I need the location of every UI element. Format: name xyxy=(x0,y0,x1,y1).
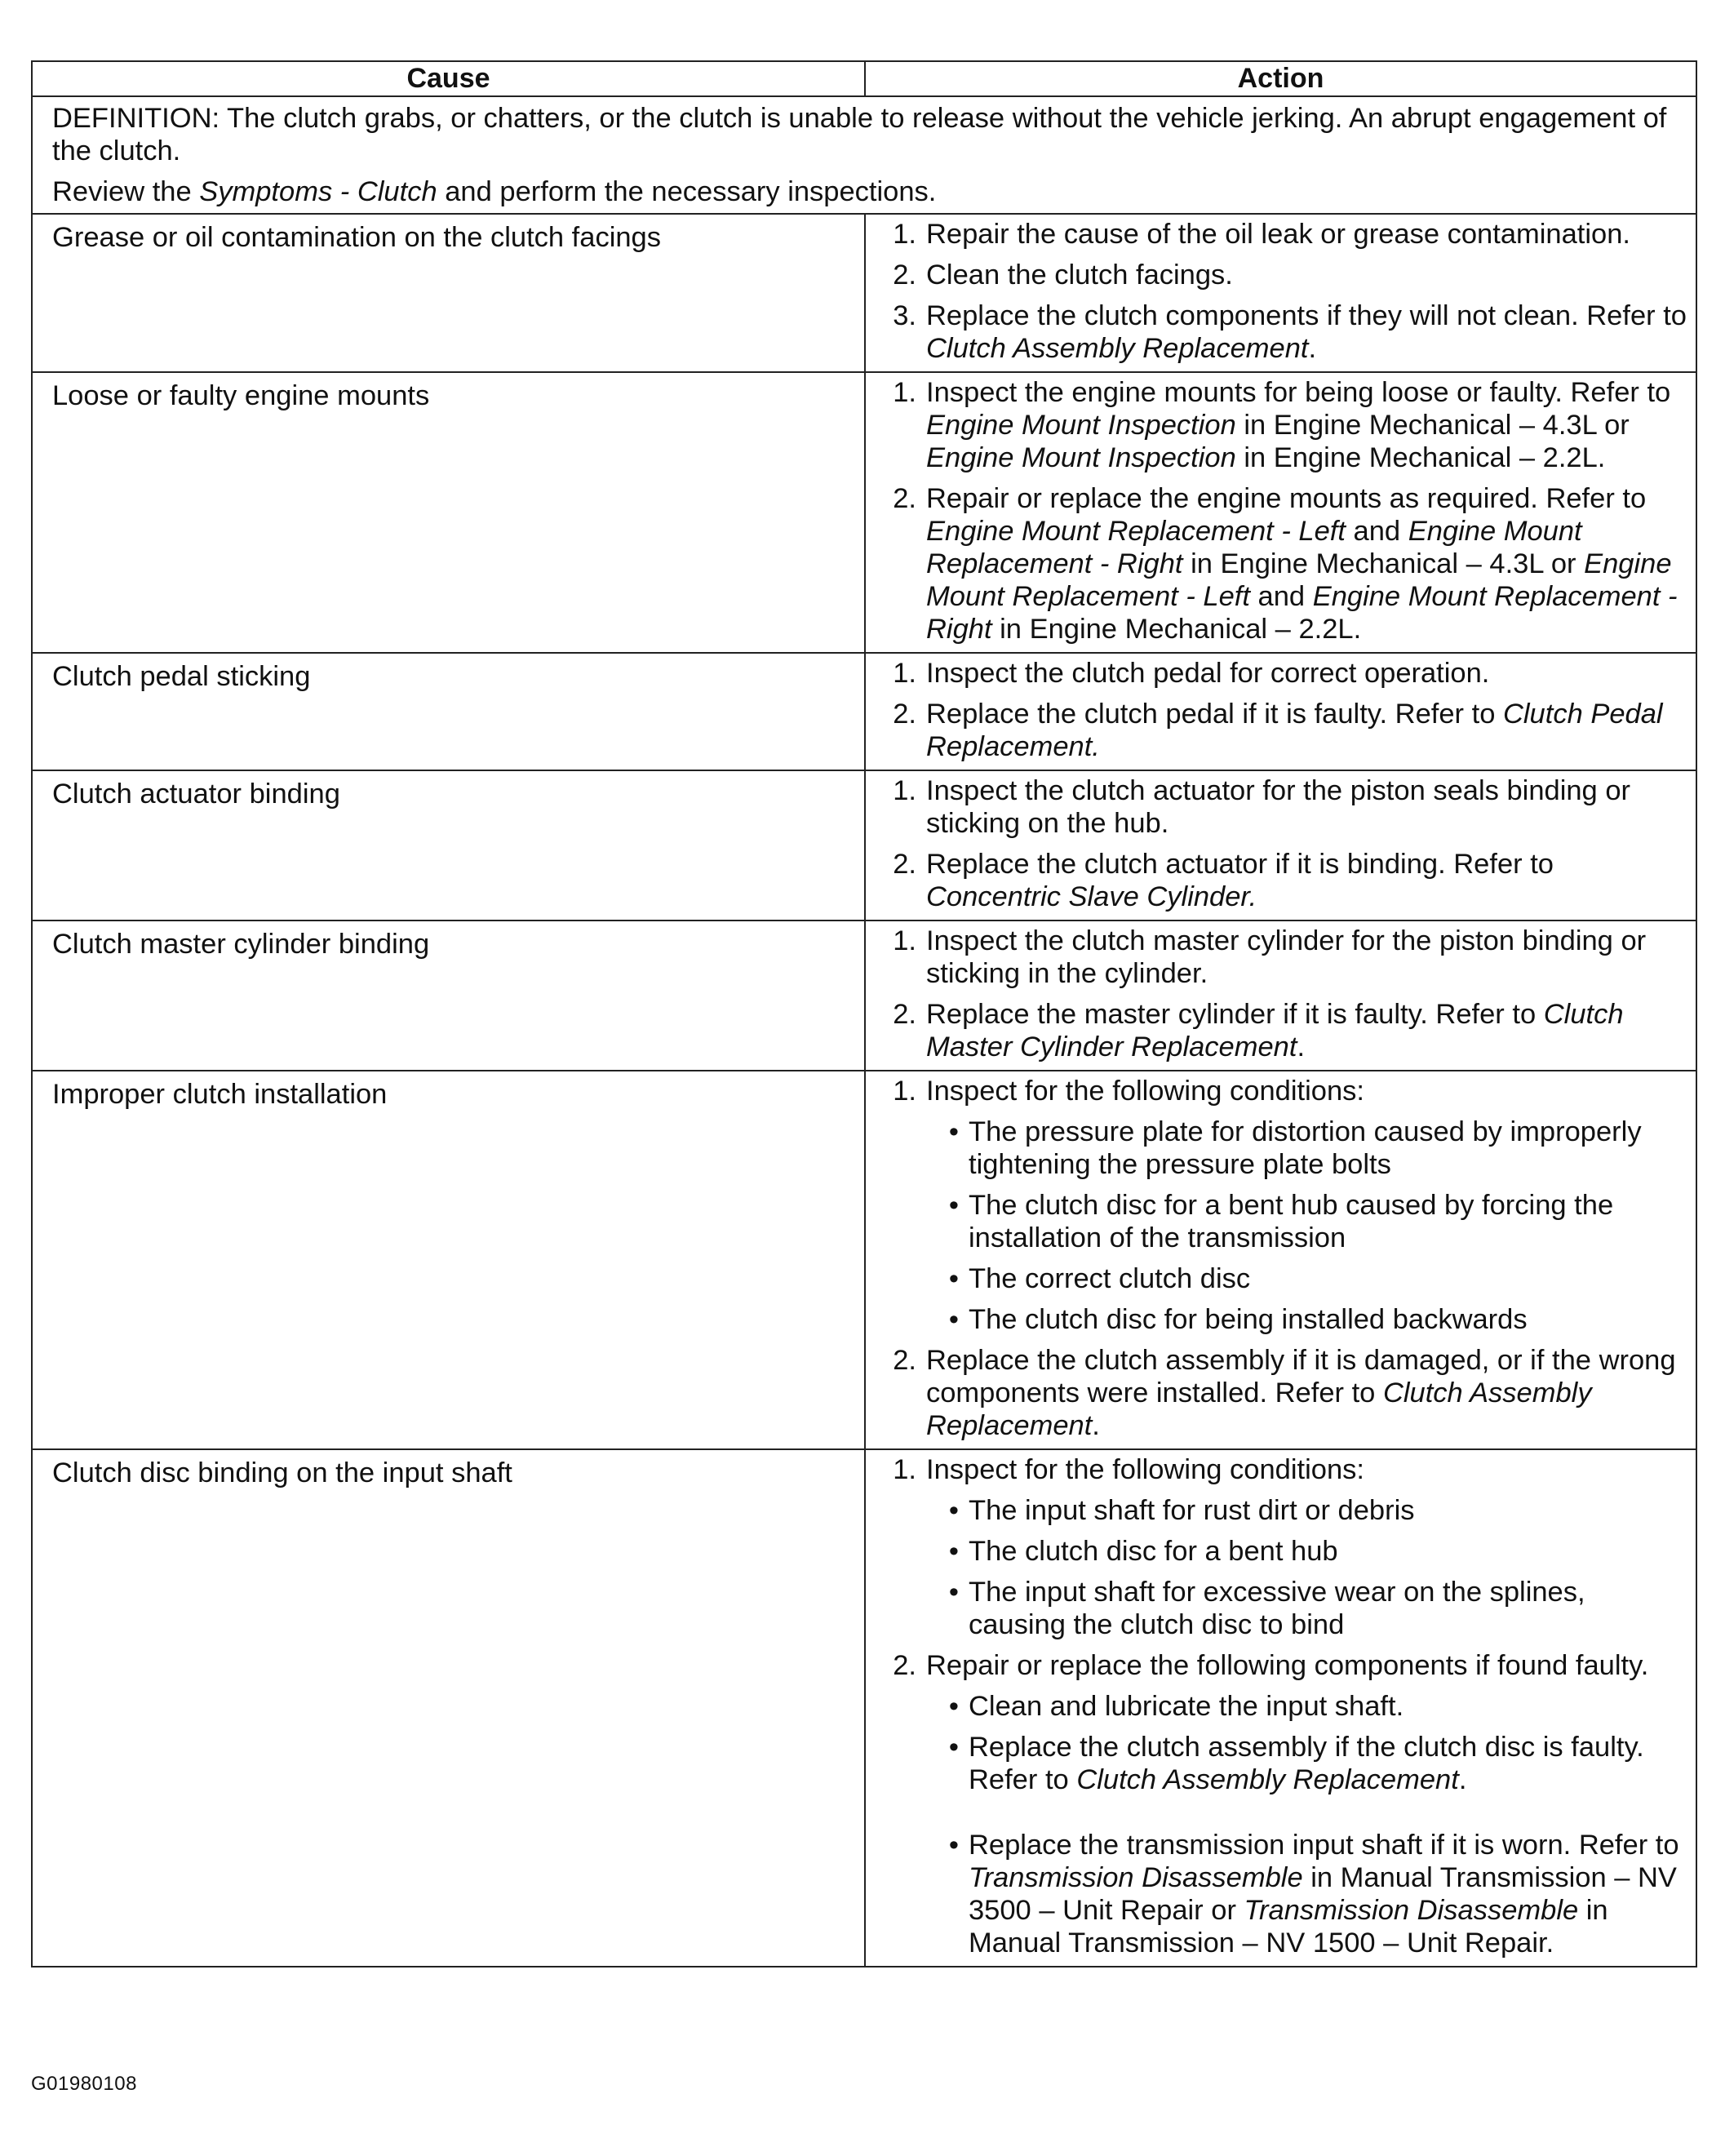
step-paragraph xyxy=(926,998,1689,1063)
action-step xyxy=(876,482,1689,645)
step-number: 2. xyxy=(893,849,916,880)
bullet-icon: • xyxy=(948,1830,959,1861)
text-segment: Replace the clutch assembly if it is damaged, or if the wrong components were installed. Refer to xyxy=(926,1345,1676,1408)
text-segment: . xyxy=(1297,1031,1306,1062)
step-text xyxy=(926,925,1689,990)
step-paragraph xyxy=(926,299,1689,365)
reference-link-text: Transmission Disassemble xyxy=(1244,1895,1579,1926)
bullet-text xyxy=(969,1829,1689,1959)
bullet-text xyxy=(969,1690,1689,1723)
definition-cell xyxy=(32,96,1696,214)
reference-link-text: Engine Mount Inspection xyxy=(926,410,1236,441)
action-cell xyxy=(865,653,1696,770)
cause-cell: Loose or faulty engine mounts xyxy=(32,372,865,653)
action-step xyxy=(876,925,1689,990)
step-text xyxy=(926,848,1689,913)
bullet-icon: • xyxy=(948,1577,959,1608)
bullet-item xyxy=(926,1690,1689,1723)
text-segment: The input shaft for excessive wear on the splines, causing the clutch disc to bind xyxy=(969,1577,1585,1640)
step-number: 1. xyxy=(893,219,916,250)
table-row xyxy=(32,1071,1696,1449)
step-number: 2. xyxy=(893,999,916,1030)
step-paragraph xyxy=(926,218,1689,251)
action-column-header: Action xyxy=(865,61,1696,96)
action-step xyxy=(876,998,1689,1063)
text-segment: Replace the clutch assembly if the clutch disc is faulty. Refer to xyxy=(969,1732,1644,1795)
text-segment: Repair the cause of the oil leak or grease contamination. xyxy=(926,219,1631,250)
bullet-text xyxy=(969,1189,1689,1254)
step-text xyxy=(926,1344,1689,1442)
step-number: 2. xyxy=(893,1345,916,1376)
text-segment: in Engine Mechanical – 4.3L or xyxy=(1182,548,1585,579)
step-number: 2. xyxy=(893,260,916,291)
text-segment: The correct clutch disc xyxy=(969,1263,1251,1294)
bullet-icon: • xyxy=(948,1304,959,1335)
bullet-item xyxy=(926,1262,1689,1295)
step-paragraph xyxy=(926,1075,1689,1107)
table-row xyxy=(32,372,1696,653)
bullet-text xyxy=(969,1535,1689,1568)
step-number: 1. xyxy=(893,377,916,408)
action-cell xyxy=(865,372,1696,653)
step-text xyxy=(926,482,1689,645)
step-text xyxy=(926,376,1689,474)
text-segment: The clutch disc for a bent hub caused by forcing the installation of the transmission xyxy=(969,1190,1614,1253)
action-step xyxy=(876,657,1689,690)
reference-link-text: Clutch Master Cylinder Replacement xyxy=(926,999,1624,1062)
bullet-text xyxy=(969,1262,1689,1295)
bullet-item xyxy=(926,1535,1689,1568)
text-segment: . xyxy=(1458,1764,1467,1795)
reference-link-text: Clutch Pedal Replacement. xyxy=(926,699,1663,762)
text-segment: Replace the clutch components if they will not clean. Refer to xyxy=(926,300,1687,331)
action-cell xyxy=(865,1449,1696,1967)
bullet-icon: • xyxy=(948,1116,959,1147)
text-segment: in Engine Mechanical – 4.3L or xyxy=(1235,410,1630,441)
table-body xyxy=(32,96,1696,1967)
bullet-list xyxy=(926,1116,1689,1336)
step-number: 1. xyxy=(893,775,916,806)
table-row xyxy=(32,921,1696,1071)
step-paragraph xyxy=(926,925,1689,990)
cause-cell: Grease or oil contamination on the clutch facings xyxy=(32,214,865,372)
table-row xyxy=(32,1449,1696,1967)
figure-id: G01980108 xyxy=(31,2073,137,2095)
table-row xyxy=(32,653,1696,770)
action-step xyxy=(876,698,1689,763)
cause-cell: Improper clutch installation xyxy=(32,1071,865,1449)
step-text xyxy=(926,218,1689,251)
bullet-item xyxy=(926,1576,1689,1641)
cause-cell: Clutch master cylinder binding xyxy=(32,921,865,1071)
text-segment: in Engine Mechanical – 2.2L. xyxy=(991,614,1362,645)
step-text xyxy=(926,698,1689,763)
reference-link-text: Clutch Assembly Replacement xyxy=(926,1377,1592,1441)
bullet-item xyxy=(926,1731,1689,1796)
bullet-item xyxy=(926,1829,1689,1959)
step-text xyxy=(926,1649,1689,1959)
step-paragraph xyxy=(926,657,1689,690)
text-segment: . xyxy=(1092,1410,1100,1441)
action-cell xyxy=(865,921,1696,1071)
definition-text: DEFINITION: The clutch grabs, or chatters, or the clutch is unable to release without the vehicle jerking. An abrupt engagement of the clutch. xyxy=(52,103,1667,166)
action-step xyxy=(876,1649,1689,1959)
reference-link-text: Concentric Slave Cylinder. xyxy=(926,881,1257,912)
step-number: 1. xyxy=(893,1454,916,1485)
text-segment: in Manual Transmission – NV 1500 – Unit Repair. xyxy=(969,1895,1608,1959)
action-cell xyxy=(865,214,1696,372)
text-segment: Replace the transmission input shaft if it is worn. Refer to xyxy=(969,1830,1679,1861)
action-step xyxy=(876,774,1689,840)
text-segment: Inspect the engine mounts for being loose or faulty. Refer to xyxy=(926,377,1671,408)
text-segment: Inspect the clutch actuator for the piston seals binding or sticking on the hub. xyxy=(926,775,1631,839)
spacer xyxy=(926,1804,1689,1829)
cause-cell: Clutch actuator binding xyxy=(32,770,865,921)
step-paragraph xyxy=(926,1344,1689,1442)
bullet-item xyxy=(926,1303,1689,1336)
bullet-list xyxy=(926,1494,1689,1641)
bullet-text xyxy=(969,1576,1689,1641)
action-step xyxy=(876,376,1689,474)
step-paragraph xyxy=(926,482,1689,645)
text-segment: and xyxy=(1345,516,1408,547)
step-text xyxy=(926,299,1689,365)
text-segment: Replace the clutch actuator if it is binding. Refer to xyxy=(926,849,1554,880)
bullet-text xyxy=(969,1116,1689,1181)
text-segment: Clean the clutch facings. xyxy=(926,260,1233,291)
table-row xyxy=(32,214,1696,372)
text-segment: Inspect for the following conditions: xyxy=(926,1454,1364,1485)
bullet-icon: • xyxy=(948,1263,959,1294)
reference-link-text: Transmission Disassemble xyxy=(969,1862,1303,1893)
cause-cell: Clutch pedal sticking xyxy=(32,653,865,770)
table-row xyxy=(32,770,1696,921)
reference-link-text: Engine Mount Replacement - Right xyxy=(926,516,1582,579)
action-step xyxy=(876,1344,1689,1442)
review-text-pre: Review the xyxy=(52,176,200,207)
step-text xyxy=(926,1453,1689,1641)
cause-cell: Clutch disc binding on the input shaft xyxy=(32,1449,865,1967)
step-text xyxy=(926,657,1689,690)
bullet-text xyxy=(969,1731,1689,1796)
text-segment: . xyxy=(1308,333,1317,364)
text-segment: Inspect the clutch master cylinder for the piston binding or sticking in the cylinder. xyxy=(926,925,1647,989)
step-paragraph xyxy=(926,848,1689,913)
text-segment: Inspect the clutch pedal for correct operation. xyxy=(926,658,1490,689)
step-number: 2. xyxy=(893,1650,916,1681)
step-number: 3. xyxy=(893,300,916,331)
step-number: 1. xyxy=(893,925,916,956)
action-cell xyxy=(865,1071,1696,1449)
table-header-row xyxy=(32,61,1696,96)
bullet-icon: • xyxy=(948,1495,959,1526)
step-paragraph xyxy=(926,259,1689,291)
step-paragraph xyxy=(926,774,1689,840)
reference-link-text: Clutch Assembly Replacement xyxy=(1076,1764,1459,1795)
text-segment: The clutch disc for a bent hub xyxy=(969,1536,1338,1567)
text-segment: The pressure plate for distortion caused by improperly tightening the pressure plate bolts xyxy=(969,1116,1642,1180)
bullet-icon: • xyxy=(948,1732,959,1763)
step-paragraph xyxy=(926,698,1689,763)
step-number: 2. xyxy=(893,699,916,730)
bullet-icon: • xyxy=(948,1536,959,1567)
text-segment: in Engine Mechanical – 2.2L. xyxy=(1235,442,1606,473)
bullet-text xyxy=(969,1303,1689,1336)
text-segment: Replace the clutch pedal if it is faulty. Refer to xyxy=(926,699,1503,730)
text-segment: in Manual Transmission – NV 3500 – Unit Repair or xyxy=(969,1862,1677,1926)
action-step xyxy=(876,848,1689,913)
step-paragraph xyxy=(926,1453,1689,1486)
reference-link-text: Engine Mount Replacement - Left xyxy=(926,516,1346,547)
step-text xyxy=(926,998,1689,1063)
bullet-item xyxy=(926,1116,1689,1181)
step-text xyxy=(926,774,1689,840)
reference-link-text: Engine Mount Inspection xyxy=(926,442,1236,473)
step-text xyxy=(926,259,1689,291)
text-segment: The input shaft for rust dirt or debris xyxy=(969,1495,1415,1526)
step-number: 1. xyxy=(893,1076,916,1107)
review-reference: Symptoms - Clutch xyxy=(199,176,437,207)
text-segment: Inspect for the following conditions: xyxy=(926,1076,1364,1107)
reference-link-text: Engine Mount Replacement - Left xyxy=(926,548,1672,612)
definition-row xyxy=(32,96,1696,214)
reference-link-text: Clutch Assembly Replacement xyxy=(926,333,1309,364)
action-step xyxy=(876,1453,1689,1641)
review-text-post: and perform the necessary inspections. xyxy=(437,176,937,207)
bullet-text xyxy=(969,1494,1689,1527)
action-step xyxy=(876,218,1689,251)
step-text xyxy=(926,1075,1689,1336)
step-number: 2. xyxy=(893,483,916,514)
bullet-item xyxy=(926,1494,1689,1527)
reference-link-text: Engine Mount Replacement - Right xyxy=(926,581,1678,645)
action-step xyxy=(876,259,1689,291)
action-cell xyxy=(865,770,1696,921)
cause-action-table xyxy=(31,60,1697,1967)
text-segment: and xyxy=(1249,581,1313,612)
bullet-item xyxy=(926,1189,1689,1254)
action-step xyxy=(876,1075,1689,1336)
bullet-icon: • xyxy=(948,1691,959,1722)
step-paragraph xyxy=(926,376,1689,474)
text-segment: Repair or replace the following components if found faulty. xyxy=(926,1650,1649,1681)
text-segment: Repair or replace the engine mounts as required. Refer to xyxy=(926,483,1647,514)
text-segment: The clutch disc for being installed backwards xyxy=(969,1304,1528,1335)
step-number: 1. xyxy=(893,658,916,689)
step-paragraph xyxy=(926,1649,1689,1682)
review-instruction xyxy=(52,175,1676,208)
text-segment: Clean and lubricate the input shaft. xyxy=(969,1691,1404,1722)
action-step xyxy=(876,299,1689,365)
bullet-icon: • xyxy=(948,1190,959,1221)
text-segment: Replace the master cylinder if it is faulty. Refer to xyxy=(926,999,1544,1030)
cause-column-header: Cause xyxy=(32,61,865,96)
bullet-list xyxy=(926,1690,1689,1959)
